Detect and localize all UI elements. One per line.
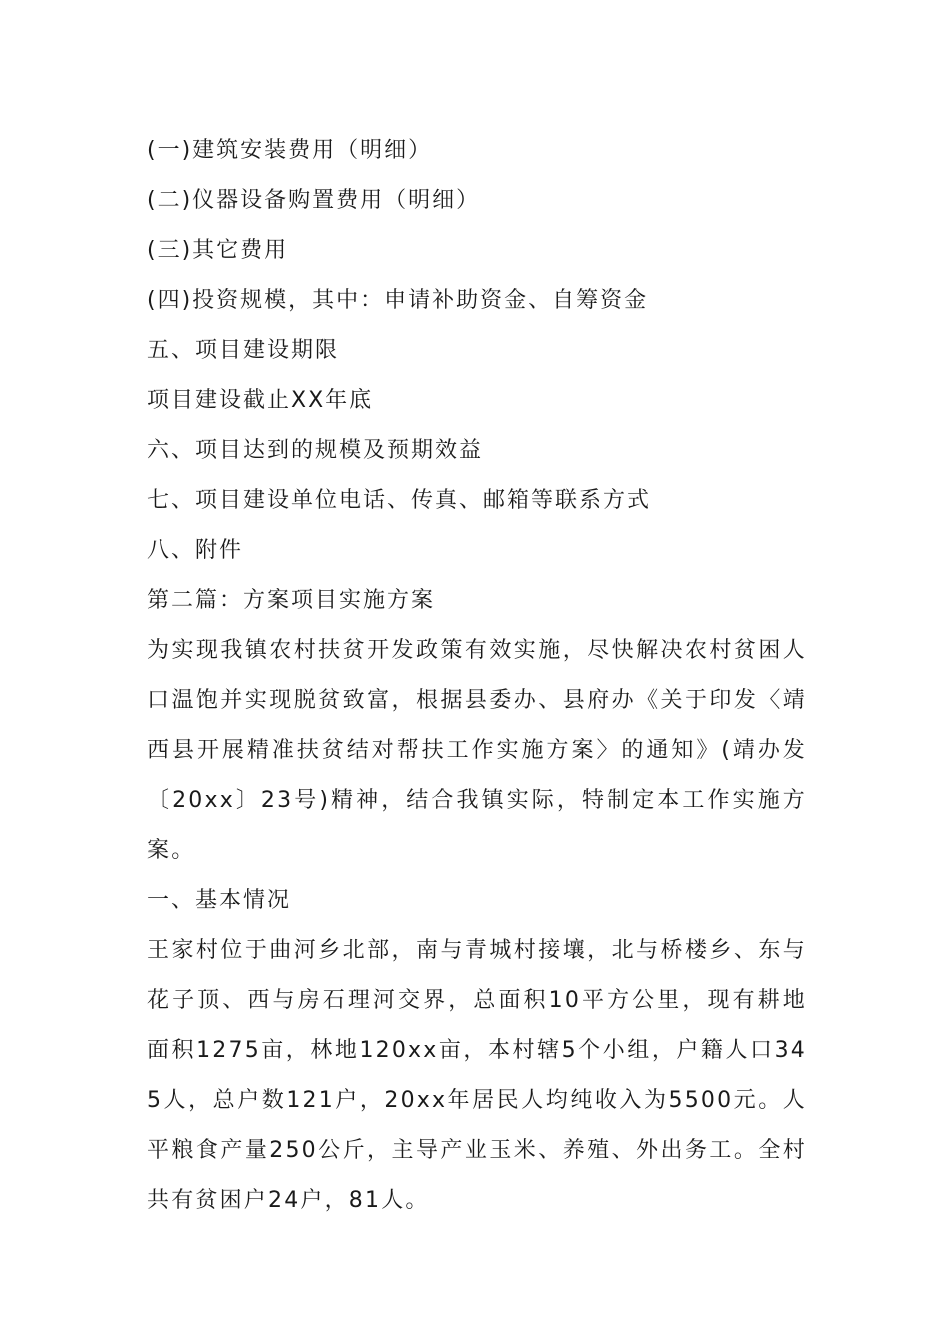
paragraph-village-info: 王家村位于曲河乡北部，南与青城村接壤，北与桥楼乡、东与花子顶、西与房石理河交界，总面积10平方公里，现有耕地面积1275亩，林地120xx亩，本村辖5个小组，户籍人口345人，总户数121户，20xx年居民人均纯收入为5500元。人平粮食产量250公斤，主导产业玉米、养殖、外出务工。全村共有贫困户24户，81人。 xyxy=(147,938,807,1213)
paragraph-intro: 为实现我镇农村扶贫开发政策有效实施，尽快解决农村贫困人口温饱并实现脱贫致富，根据县委办、县府办《关于印发〈靖西县开展精准扶贫结对帮扶工作实施方案〉的通知》(靖办发〔20xx〕23号)精神，结合我镇实际，特制定本工作实施方案。 xyxy=(147,638,807,863)
heading-contact-info: 七、项目建设单位电话、传真、邮箱等联系方式 xyxy=(147,488,652,513)
item-construction-cost: (一)建筑安装费用（明细） xyxy=(147,138,433,163)
heading-attachments: 八、附件 xyxy=(147,538,244,563)
heading-part-two: 第二篇：方案项目实施方案 xyxy=(147,588,436,613)
item-investment-scale: (四)投资规模，其中：申请补助资金、自筹资金 xyxy=(147,288,649,313)
document-body xyxy=(147,126,807,1226)
text-construction-deadline: 项目建设截止XX年底 xyxy=(147,388,374,413)
item-other-cost: (三)其它费用 xyxy=(147,238,289,263)
heading-scale-benefits: 六、项目达到的规模及预期效益 xyxy=(147,438,484,463)
item-equipment-cost: (二)仪器设备购置费用（明细） xyxy=(147,188,481,213)
heading-construction-period: 五、项目建设期限 xyxy=(147,338,340,363)
heading-basic-situation: 一、基本情况 xyxy=(147,888,292,913)
